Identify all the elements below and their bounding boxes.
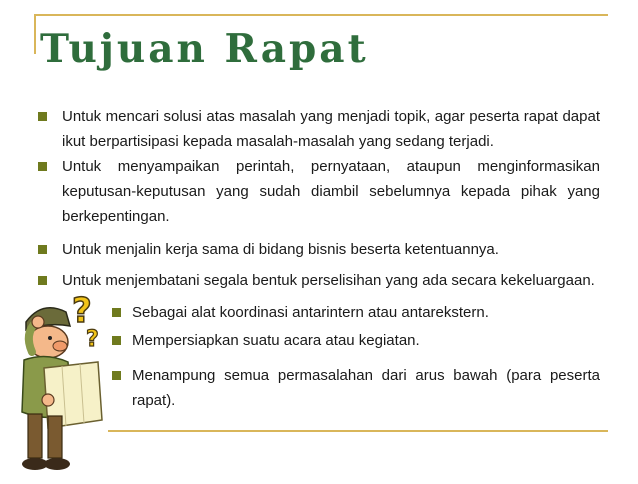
square-bullet-icon [38, 245, 47, 254]
square-bullet-icon [112, 336, 121, 345]
square-bullet-icon [38, 112, 47, 121]
sub-bullet-text: Menampung semua permasalahan dari arus bawah (para peserta rapat). [132, 367, 600, 409]
sub-bullet-item [112, 300, 600, 325]
svg-text:?: ? [72, 291, 92, 331]
square-bullet-icon [38, 162, 47, 171]
sub-bullet-text: Sebagai alat koordinasi antarintern atau antarekstern. [132, 304, 489, 321]
bullet-text: Untuk menjembatani segala bentuk perselisihan yang ada secara kekeluargaan. [62, 272, 595, 289]
bullet-item [38, 104, 600, 154]
sub-bullet-item [112, 363, 600, 413]
bullet-text: Untuk mencari solusi atas masalah yang menjadi topik, agar peserta rapat dapat ikut berpartisipasi kepada masalah-masalah yang sedang terjadi. [62, 108, 600, 150]
sub-bullet-item [112, 328, 600, 353]
square-bullet-icon [112, 371, 121, 380]
bottom-rule [108, 430, 608, 432]
bullet-text: Untuk menyampaikan perintah, pernyataan, ataupun menginformasikan keputusan-keputusan yang sudah diambil sebelumnya kepada pihak yang berkepentingan. [62, 158, 600, 225]
sub-bullet-text: Mempersiapkan suatu acara atau kegiatan. [132, 332, 420, 349]
bullet-item [38, 237, 600, 262]
confused-man-with-map-icon [2, 282, 106, 479]
bullet-item [38, 268, 600, 293]
top-rule [34, 14, 608, 16]
left-rule [34, 14, 36, 54]
bullet-item [38, 154, 600, 229]
svg-text:?: ? [86, 327, 99, 352]
slide-title: Tujuan Rapat [40, 26, 369, 72]
bullet-text: Untuk menjalin kerja sama di bidang bisnis beserta ketentuannya. [62, 241, 499, 258]
square-bullet-icon [112, 308, 121, 317]
